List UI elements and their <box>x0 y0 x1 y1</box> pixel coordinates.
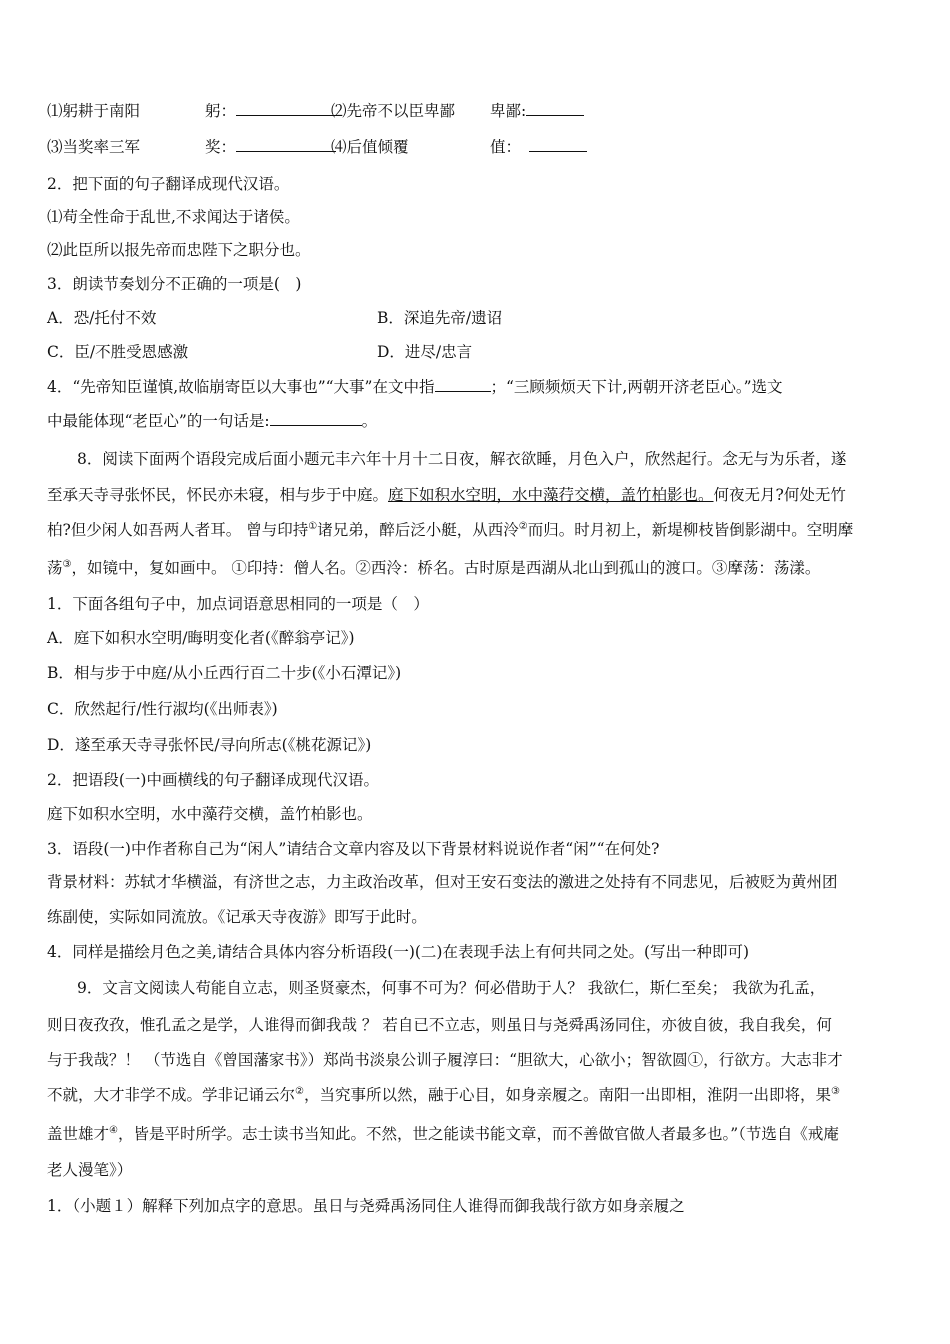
q9-passage-line-2: 则日夜孜孜，惟孔孟之是学，人谁得而御我哉 ？ 若自已不立志，则虽日与尧舜禹汤同住，亦彼自彼，我自我矣，何 <box>47 1016 832 1034</box>
q8-question-3: 3．语段(一)中作者称自己为“闲人”请结合文章内容及以下背景材料说说作者“闲”“在何处? <box>47 840 660 858</box>
q7-item-3-blank[interactable] <box>236 137 336 152</box>
q7-q3-options-row-1 <box>47 308 503 328</box>
q7-question-2-item-2: ⑵此臣所以报先帝而忠陛下之职分也。 <box>47 241 311 259</box>
q9-passage-line-4: 不就，大才非学不成。学非记诵云尔②，当究事所以然，融于心目，如身亲履之。南阳一出即相，淮阴一出即将，果③ <box>47 1085 840 1104</box>
option-a: A．恐/托付不效 <box>47 309 157 327</box>
q8-background-line-1: 背景材料：苏轼才华横溢，有济世之志，力主政治改革，但对王安石变法的激进之处持有不同悲见，后被贬为黄州团 <box>47 873 838 891</box>
q8-q1-option-a: A．庭下如积水空明/晦明变化者(《醉翁亭记》) <box>47 629 355 647</box>
q8-q1-option-b: B．相与步于中庭/从小丘西行百二十步(《小石潭记》) <box>47 664 402 682</box>
q7-item-4-key: 值： <box>490 137 587 157</box>
q7-item-2-key: 卑鄙: <box>490 101 584 121</box>
q9-passage-line-3: 与于我哉？！ （节选自《曾国藩家书》）郑尚书淡泉公训子履淳曰：“胆欲大，心欲小；智欲圆①，行欲方。大志非才 <box>47 1051 843 1069</box>
q8-q1-option-d: D．遂至承天寺寻张怀民/寻向所志(《桃花源记》) <box>47 736 372 754</box>
q7-item-4: ⑷后值倾覆 <box>331 138 409 156</box>
q8-passage-line-1: 8．阅读下面两个语段完成后面小题元丰六年十月十二日夜，解衣欲睡，月色入户，欣然起行。念无与为乐者，遂 <box>77 450 847 468</box>
q7-q3-options-row-2 <box>47 342 473 362</box>
q7-item-2-blank[interactable] <box>526 101 584 116</box>
q9-question-1: 1．（小题１）解释下列加点字的意思。虽日与尧舜禹汤同住人谁得而御我哉行欲方如身亲履之 <box>47 1197 685 1215</box>
q7-item-4-blank[interactable] <box>529 137 587 152</box>
q8-question-1: 1．下面各组句子中，加点词语意思相同的一项是（ ） <box>47 595 429 613</box>
q7-question-4-line-2: 中最能体现“老臣心”的一句话是: 。 <box>47 412 378 430</box>
q7-item-1: ⑴躬耕于南阳 <box>47 102 141 120</box>
q8-passage-line-3: 柏?但少闲人如吾两人者耳。 曾与印持①诸兄弟，醉后泛小艇，从西泠②而归。时月初上，新堤柳枝皆倒影湖中。空明摩 <box>47 520 854 539</box>
q8-passage-line-4: 荡③，如镜中，复如画中。 ①印持：僧人名。②西泠：桥名。古时原是西湖从北山到孤山的渡口。③摩荡：荡漾。 <box>47 558 821 577</box>
q7-question-3: 3．朗读节奏划分不正确的一项是( ) <box>47 275 302 293</box>
q7-item-3: ⑶当奖率三军 <box>47 138 141 156</box>
q7-item-2: ⑵先帝不以臣卑鄙 <box>331 102 456 120</box>
underlined-sentence: 庭下如积水空明，水中藻荇交横，盖竹柏影也。 <box>388 486 714 504</box>
q7-question-2-item-1: ⑴苟全性命于乱世,不求闻达于诸侯。 <box>47 208 300 226</box>
q8-background-line-2: 练副使，实际如同流放。《记承天寺夜游》即写于此时。 <box>47 908 427 926</box>
q8-passage-line-2: 至承天寺寻张怀民，怀民亦未寝，相与步于中庭。庭下如积水空明，水中藻荇交横，盖竹柏影也。何夜无月?何处无竹 <box>47 486 846 504</box>
q7-row-2 <box>47 137 522 157</box>
q7-item-3-key: 奖： <box>205 137 336 157</box>
q7-item-1-key: 躬： <box>205 101 336 121</box>
q8-q1-option-c: C．欣然起行/性行淑均(《出师表》) <box>47 700 278 718</box>
q7-question-4-line-1: 4．“先帝知臣谨慎,故临崩寄臣以大事也”“大事”在文中指 ；“三顾频烦天下计,两朝开济老臣心。”选文 <box>47 378 783 396</box>
q7-question-2: 2．把下面的句子翻译成现代汉语。 <box>47 175 290 193</box>
q8-question-4: 4．同样是描绘月色之美,请结合具体内容分析语段(一)(二)在表现手法上有何共同之处。(写出一种即可) <box>47 943 750 961</box>
q8-question-2: 2．把语段(一)中画横线的句子翻译成现代汉语。 <box>47 771 379 789</box>
q9-passage-line-6: 老人漫笔》） <box>47 1161 133 1179</box>
option-d: D．进尽/忠言 <box>377 343 473 361</box>
option-b: B．深追先帝/遗诏 <box>377 309 503 327</box>
q8-question-2-text: 庭下如积水空明，水中藻荇交横，盖竹柏影也。 <box>47 805 373 823</box>
q9-passage-line-1: 9．文言文阅读人苟能自立志，则圣贤豪杰，何事不可为？何必借助于人？ 我欲仁，斯仁至矣； 我欲为孔孟， <box>77 979 826 997</box>
option-c: C．臣/不胜受恩感激 <box>47 343 189 361</box>
q4-blank-2[interactable] <box>270 411 362 426</box>
q7-item-1-blank[interactable] <box>236 101 336 116</box>
q9-passage-line-5: 盖世雄才④，皆是平时所学。志士读书当知此。不然，世之能读书能文章，而不善做官做人者最多也。”（节选自《戒庵 <box>47 1124 839 1143</box>
q4-blank-1[interactable] <box>435 377 491 392</box>
q7-row-1 <box>47 101 527 121</box>
